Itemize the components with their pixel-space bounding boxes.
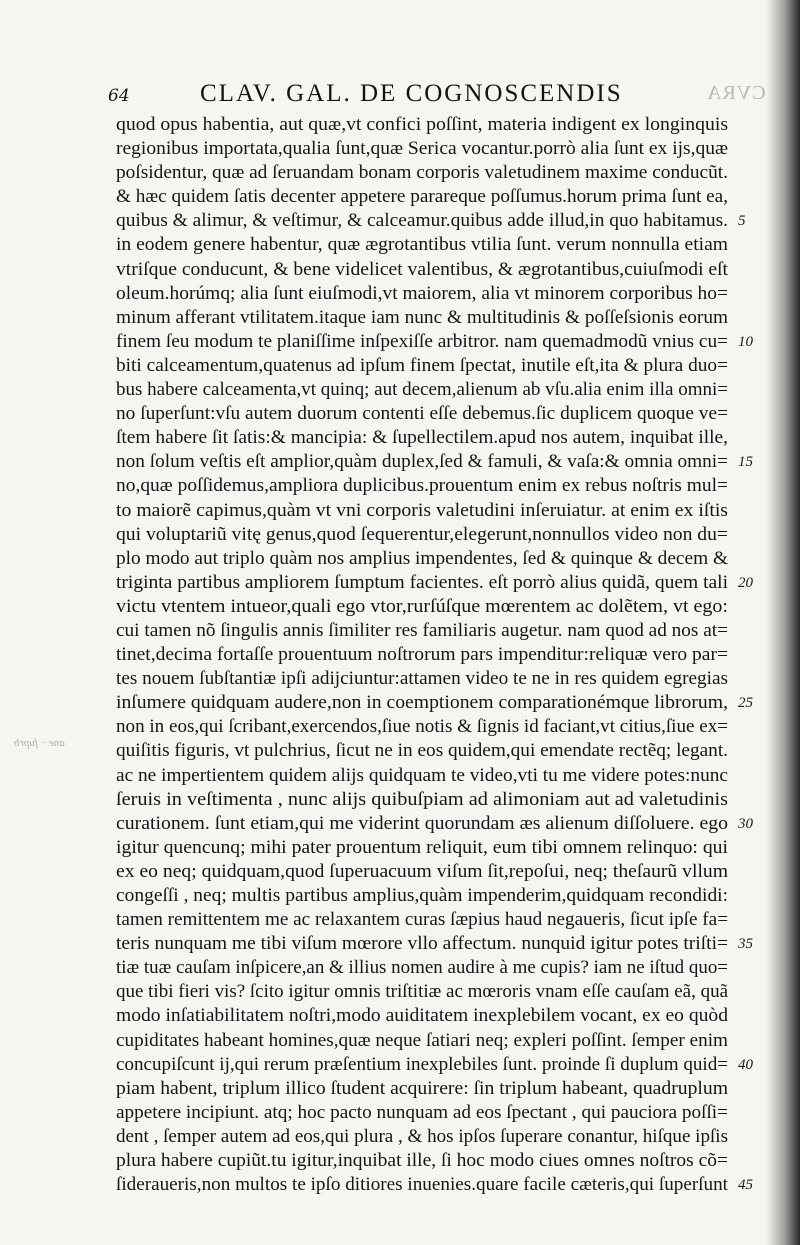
text-line: plo modo aut triplo quàm nos amplius impendentes, ſed & quinque & decem & bbox=[116, 547, 728, 569]
margin-line-number: 45 bbox=[738, 1177, 753, 1194]
text-line: cupiditates habeant homines,quæ neque ſatiari neq; expleri poſſint. ſemper enim bbox=[116, 1029, 728, 1051]
text-line: quiſitis figuris, vt pulchrius, ſicut ne in eos quidem,qui emendate rectẽq; legant. bbox=[116, 740, 728, 762]
binding-gutter-shadow bbox=[766, 0, 800, 1245]
page-number: 64 bbox=[108, 86, 130, 106]
margin-line-number: 20 bbox=[738, 574, 753, 591]
text-line: ſeruis in veſtimenta , nunc alijs quibuſpiam ad alimoniam aut ad valetudinis bbox=[116, 788, 728, 810]
text-line: poſsidentur, quæ ad ſeruandam bonam corporis valetudinem maxime conducũt. bbox=[116, 162, 728, 184]
margin-line-number: 10 bbox=[738, 333, 753, 350]
text-line: ac ne impertientem quidem alijs quidquam te video,vti tu me videre potes:nunc bbox=[116, 764, 728, 786]
margin-line-number: 40 bbox=[738, 1056, 753, 1073]
margin-line-number: 35 bbox=[738, 936, 753, 953]
text-line: non ſolum veſtis eſt amplior,quàm duplex,ſed & famuli, & vaſa:& omnia omni= bbox=[116, 451, 728, 473]
page-header bbox=[108, 80, 766, 110]
text-line: to maiorẽ capimus,quàm vt vni corporis valetudini inſeruiatur. at enim ex iſtis bbox=[116, 499, 728, 521]
text-line: modo inſatiabilitatem noſtri,modo auiditatem inexplebilem vocant, ex eo quòd bbox=[116, 1005, 728, 1027]
text-line: appetere incipiunt. atq; hoc pacto nunquam ad eos ſpectant , qui pauciora poſſi= bbox=[116, 1101, 728, 1123]
text-line: finem ſeu modum te planiſſime inſpexiſſe arbitror. nam quemadmodũ vnius cu= bbox=[116, 330, 728, 352]
text-line: que tibi fieri vis? ſcito igitur omnis triſtitiæ ac mœroris vnam eſſe cauſam eã, quã bbox=[116, 981, 728, 1003]
text-line: in eodem genere habentur, quæ ægrotantibus vtilia ſunt. verum nonnulla etiam bbox=[116, 234, 728, 256]
text-line: plura habere cupiũt.tu igitur,inquibat ille, ſi hoc modo ciues omnes noſtros cõ= bbox=[116, 1150, 728, 1172]
text-line: dent , ſemper autem ad eos,qui plura , & hos ipſos ſuperare conantur, hiſque ipſis bbox=[116, 1125, 728, 1147]
text-line: qui voluptariũ vitę genus,quod ſequerentur,elegerunt,nonnullos video non du= bbox=[116, 523, 728, 545]
text-line: non in eos,qui ſcribant,exercendos,ſiue notis & ſignis id faciant,vt citius,ſiue ex= bbox=[116, 716, 728, 738]
text-line: teris nunquam me tibi viſum mœrore vllo affectum. nunquid igitur potes triſti= bbox=[116, 933, 728, 955]
text-line: regionibus importata,qualia ſunt,quæ Serica vocantur.porrò alia ſunt ex ijs,quæ bbox=[116, 138, 728, 160]
text-line: minum afferant vtilitatem.itaque iam nunc & multitudinis & poſſeſsionis eorum bbox=[116, 306, 728, 328]
text-line: victu vtentem intueor,quali ego vtor,rurſúſque mœrentem ac dolẽtem, vt ego: bbox=[116, 595, 728, 617]
text-line: piam habent, triplum illico ſtudent acquirere: ſin triplum habeant, quadruplum bbox=[116, 1077, 728, 1099]
text-line: quod opus habentia, aut quæ,vt confici poſſint, materia indigent ex longinquis bbox=[116, 114, 728, 135]
text-line: no ſuperſunt:vſu autem duorum contenti eſſe debemus.ſic duplicem quoque ve= bbox=[116, 403, 728, 425]
margin-line-number: 5 bbox=[738, 213, 746, 230]
running-head: CLAV. GAL. DE COGNOSCENDIS bbox=[200, 80, 623, 107]
margin-line-number: 30 bbox=[738, 815, 753, 832]
body-text bbox=[116, 113, 728, 1197]
text-line: triginta partibus ampliorem ſumptum facientes. eſt porrò alius quidã, quem tali bbox=[116, 571, 728, 593]
text-line: ſideraueris,non multos te ipſo ditiores inuenies.quare facile cæteris,qui ſuperſunt bbox=[116, 1174, 728, 1196]
margin-line-number: 15 bbox=[738, 454, 753, 471]
text-line: igitur quencunq; mihi pater prouentum reliquit, eum tibi omnem relinquo: qui bbox=[116, 836, 728, 858]
text-line: curationem. ſunt etiam,qui me viderint quorundam æs alienum diſſoluere. ego bbox=[116, 812, 728, 834]
text-line: inſumere quidquam audere,non in coemptionem comparationémque librorum, bbox=[116, 692, 728, 714]
margin-line-number: 25 bbox=[738, 695, 753, 712]
text-line: congeſſi , neq; multis partibus amplius,quàm impenderim,quidquam recondidi: bbox=[116, 885, 728, 906]
text-line: tes nouem ſubſtantiæ ipſi adijciuntur:attamen video te ne in res quidem egregias bbox=[116, 668, 728, 690]
text-line: quibus & alimur, & veſtimur, & calceamur.quibus adde illud,in quo habitamus. bbox=[116, 210, 728, 232]
text-line: bus habere calceamenta,vt quinq; aut decem,alienum ab vſu.alia enim illa omni= bbox=[116, 379, 728, 401]
text-line: & hæc quidem ſatis decenter appetere parareque poſſumus.horum prima ſunt ea, bbox=[116, 186, 728, 208]
text-line: cui tamen nõ ſingulis annis ſimiliter res familiaris augetur. nam quod ad nos at= bbox=[116, 619, 729, 641]
text-line: oleum.horúmq; alia ſunt eiuſmodi,vt maiorem, alia vt minorem corporibus ho= bbox=[116, 282, 728, 304]
text-line: tinet,decima fortaſſe prouentuum noſtrorum pars impenditur:reliquæ vero par= bbox=[116, 644, 728, 666]
bleed-through-text: CVRA bbox=[706, 82, 766, 104]
text-line: concupiſcunt ij,qui rerum præſentium inexplebiles ſunt. proinde ſi duplum quid= bbox=[116, 1053, 728, 1075]
text-line: ſtem habere ſit ſatis:& mancipia: & ſupellectilem.apud nos autem, inquibat ille, bbox=[116, 427, 728, 449]
text-line: vtriſque conducunt, & bene videlicet valentibus, & ægrotantibus,cuiuſmodi eſt bbox=[116, 258, 728, 280]
text-line: tamen remittentem me ac relaxantem curas ſæpius haud negaueris, ſicut ipſe fa= bbox=[116, 909, 729, 931]
text-line: biti calceamentum,quatenus ad ipſum finem ſpectat, inutile eſt,ita & plura duo= bbox=[116, 354, 728, 376]
text-line: no,quæ poſſidemus,ampliora duplicibus.prouentum enim ex rebus noſtris mul= bbox=[116, 475, 728, 497]
text-line: ex eo neq; quidquam,quod ſuperuacuum viſum ſit,repoſui, neq; theſaurũ vllum bbox=[116, 860, 728, 882]
stray-margin-mark: ane ·· fuprb bbox=[14, 737, 65, 749]
text-line: tiæ tuæ cauſam inſpicere,an & illius nomen audire à me cupis? iam ne iſtud quo= bbox=[116, 957, 728, 979]
